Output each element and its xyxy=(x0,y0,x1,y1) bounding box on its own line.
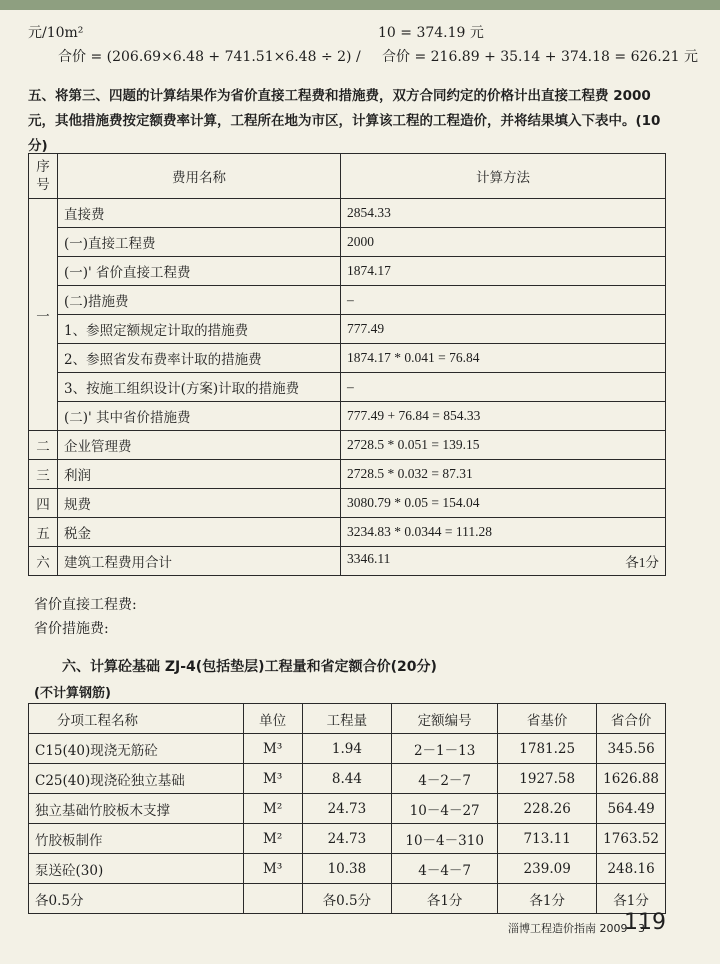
cell: M³ xyxy=(243,734,302,764)
cell: 1763.52 xyxy=(597,824,666,854)
table-row xyxy=(29,518,666,547)
row-seq: 三 xyxy=(29,460,58,489)
row-method: 2728.5 * 0.032 = 87.31 xyxy=(341,460,666,489)
cell: 8.44 xyxy=(302,764,391,794)
row-method-value: 3346.11 xyxy=(347,551,391,566)
row-seq: 四 xyxy=(29,489,58,518)
cell: 10.38 xyxy=(302,854,391,884)
page-top-band xyxy=(0,0,720,10)
cell: 1626.88 xyxy=(597,764,666,794)
row-name: 企业管理费 xyxy=(58,431,341,460)
cell: 独立基础竹胶板木支撑 xyxy=(29,794,244,824)
table-row xyxy=(29,824,666,854)
cell: C15(40)现浇无筋砼 xyxy=(29,734,244,764)
row-method: 777.49 + 76.84 = 854.33 xyxy=(341,402,666,431)
table-row xyxy=(29,764,666,794)
cell: 24.73 xyxy=(302,824,391,854)
row-seq: 六 xyxy=(29,547,58,576)
table-row xyxy=(29,431,666,460)
cell: 345.56 xyxy=(597,734,666,764)
cell: M² xyxy=(243,794,302,824)
cell: 竹胶板制作 xyxy=(29,824,244,854)
row-name: (一)' 省价直接工程费 xyxy=(58,257,341,286)
cell: 1.94 xyxy=(302,734,391,764)
row-name: 3、按施工组织设计(方案)计取的措施费 xyxy=(58,373,341,402)
table-row xyxy=(29,489,666,518)
table-row xyxy=(29,373,666,402)
cell: 248.16 xyxy=(597,854,666,884)
row-method: 2728.5 * 0.051 = 139.15 xyxy=(341,431,666,460)
row-name: 规费 xyxy=(58,489,341,518)
table-row xyxy=(29,199,666,228)
cell: 4－2－7 xyxy=(392,764,498,794)
cell xyxy=(243,884,302,914)
row-name: (一)直接工程费 xyxy=(58,228,341,257)
cell: 10－4－27 xyxy=(392,794,498,824)
left-formula: 合价 = (206.69×6.48 + 741.51×6.48 ÷ 2) / xyxy=(58,49,361,65)
cell: 228.26 xyxy=(498,794,597,824)
table-row xyxy=(29,286,666,315)
cell: 1927.58 xyxy=(498,764,597,794)
table-row xyxy=(29,315,666,344)
row-method: 777.49 xyxy=(341,315,666,344)
header-seq: 序号 xyxy=(29,154,58,199)
cell: 各1分 xyxy=(498,884,597,914)
after-line-2: 省价措施费: xyxy=(34,621,109,637)
row-name: (二)' 其中省价措施费 xyxy=(58,402,341,431)
score-row xyxy=(29,884,666,914)
row-name: (二)措施费 xyxy=(58,286,341,315)
table-row xyxy=(29,854,666,884)
cell: 713.11 xyxy=(498,824,597,854)
col-header: 定额编号 xyxy=(392,704,498,734)
cell: M³ xyxy=(243,854,302,884)
question-6-subtitle: (不计算钢筋) xyxy=(34,686,111,701)
cell: 各0.5分 xyxy=(302,884,391,914)
cell: 10－4－310 xyxy=(392,824,498,854)
table-row xyxy=(29,228,666,257)
cell: M² xyxy=(243,824,302,854)
cell: 239.09 xyxy=(498,854,597,884)
question-6-title: 六、计算砼基础 ZJ-4(包括垫层)工程量和省定额合价(20分) xyxy=(62,659,437,675)
row-seq: 二 xyxy=(29,431,58,460)
header-row xyxy=(29,704,666,734)
cell: 2－1－13 xyxy=(392,734,498,764)
row-method: 2000 xyxy=(341,228,666,257)
row-name: 1、参照定额规定计取的措施费 xyxy=(58,315,341,344)
row-method: – xyxy=(341,373,666,402)
row-name: 利润 xyxy=(58,460,341,489)
col-header: 分项工程名称 xyxy=(29,704,244,734)
row-method: 1874.17 xyxy=(341,257,666,286)
cell: 各1分 xyxy=(597,884,666,914)
row-name: 建筑工程费用合计 xyxy=(58,547,341,576)
cell: M³ xyxy=(243,764,302,794)
table-row xyxy=(29,344,666,373)
page-number: 119 xyxy=(624,910,666,935)
row-method: 1874.17 * 0.041 = 76.84 xyxy=(341,344,666,373)
after-line-1: 省价直接工程费: xyxy=(34,597,137,613)
col-header: 省基价 xyxy=(498,704,597,734)
row-method: 3234.83 * 0.0344 = 111.28 xyxy=(341,518,666,547)
quantity-table xyxy=(28,703,666,914)
table-row xyxy=(29,794,666,824)
row-method: – xyxy=(341,286,666,315)
row-seq: 一 xyxy=(29,199,58,431)
unit-line: 元/10m² xyxy=(28,25,84,41)
row-name: 税金 xyxy=(58,518,341,547)
row-method xyxy=(341,547,666,576)
table-row xyxy=(29,460,666,489)
header-method: 计算方法 xyxy=(341,154,666,199)
cell: 泵送砼(30) xyxy=(29,854,244,884)
right-formula: 合价 = 216.89 + 35.14 + 374.18 = 626.21 元 xyxy=(382,49,699,65)
cell: 564.49 xyxy=(597,794,666,824)
row-score-note: 各1分 xyxy=(625,555,659,570)
col-header: 省合价 xyxy=(597,704,666,734)
row-method: 3080.79 * 0.05 = 154.04 xyxy=(341,489,666,518)
col-header: 单位 xyxy=(243,704,302,734)
table-row xyxy=(29,547,666,576)
row-seq: 五 xyxy=(29,518,58,547)
col-header: 工程量 xyxy=(302,704,391,734)
row-name: 直接费 xyxy=(58,199,341,228)
table-row xyxy=(29,402,666,431)
journal-name: 淄博工程造价指南 2009 · 3 xyxy=(508,922,645,935)
table-row xyxy=(29,734,666,764)
cell: C25(40)现浇砼独立基础 xyxy=(29,764,244,794)
row-name: 2、参照省发布费率计取的措施费 xyxy=(58,344,341,373)
table-row xyxy=(29,257,666,286)
cell: 各0.5分 xyxy=(29,884,244,914)
header-name: 费用名称 xyxy=(58,154,341,199)
question-5-text: 五、将第三、四题的计算结果作为省价直接工程费和措施费，双方合同约定的价格计出直接工程费 2000 元，其他措施费按定额费率计算，工程所在地为市区，计算该工程的工程造价，并将结果填入下表中。(10分) xyxy=(28,88,661,154)
cell: 各1分 xyxy=(392,884,498,914)
row-method: 2854.33 xyxy=(341,199,666,228)
cell: 1781.25 xyxy=(498,734,597,764)
right-formula-line1: 10 = 374.19 元 xyxy=(378,25,484,41)
cell: 24.73 xyxy=(302,794,391,824)
cost-table xyxy=(28,153,666,576)
cell: 4－4－7 xyxy=(392,854,498,884)
